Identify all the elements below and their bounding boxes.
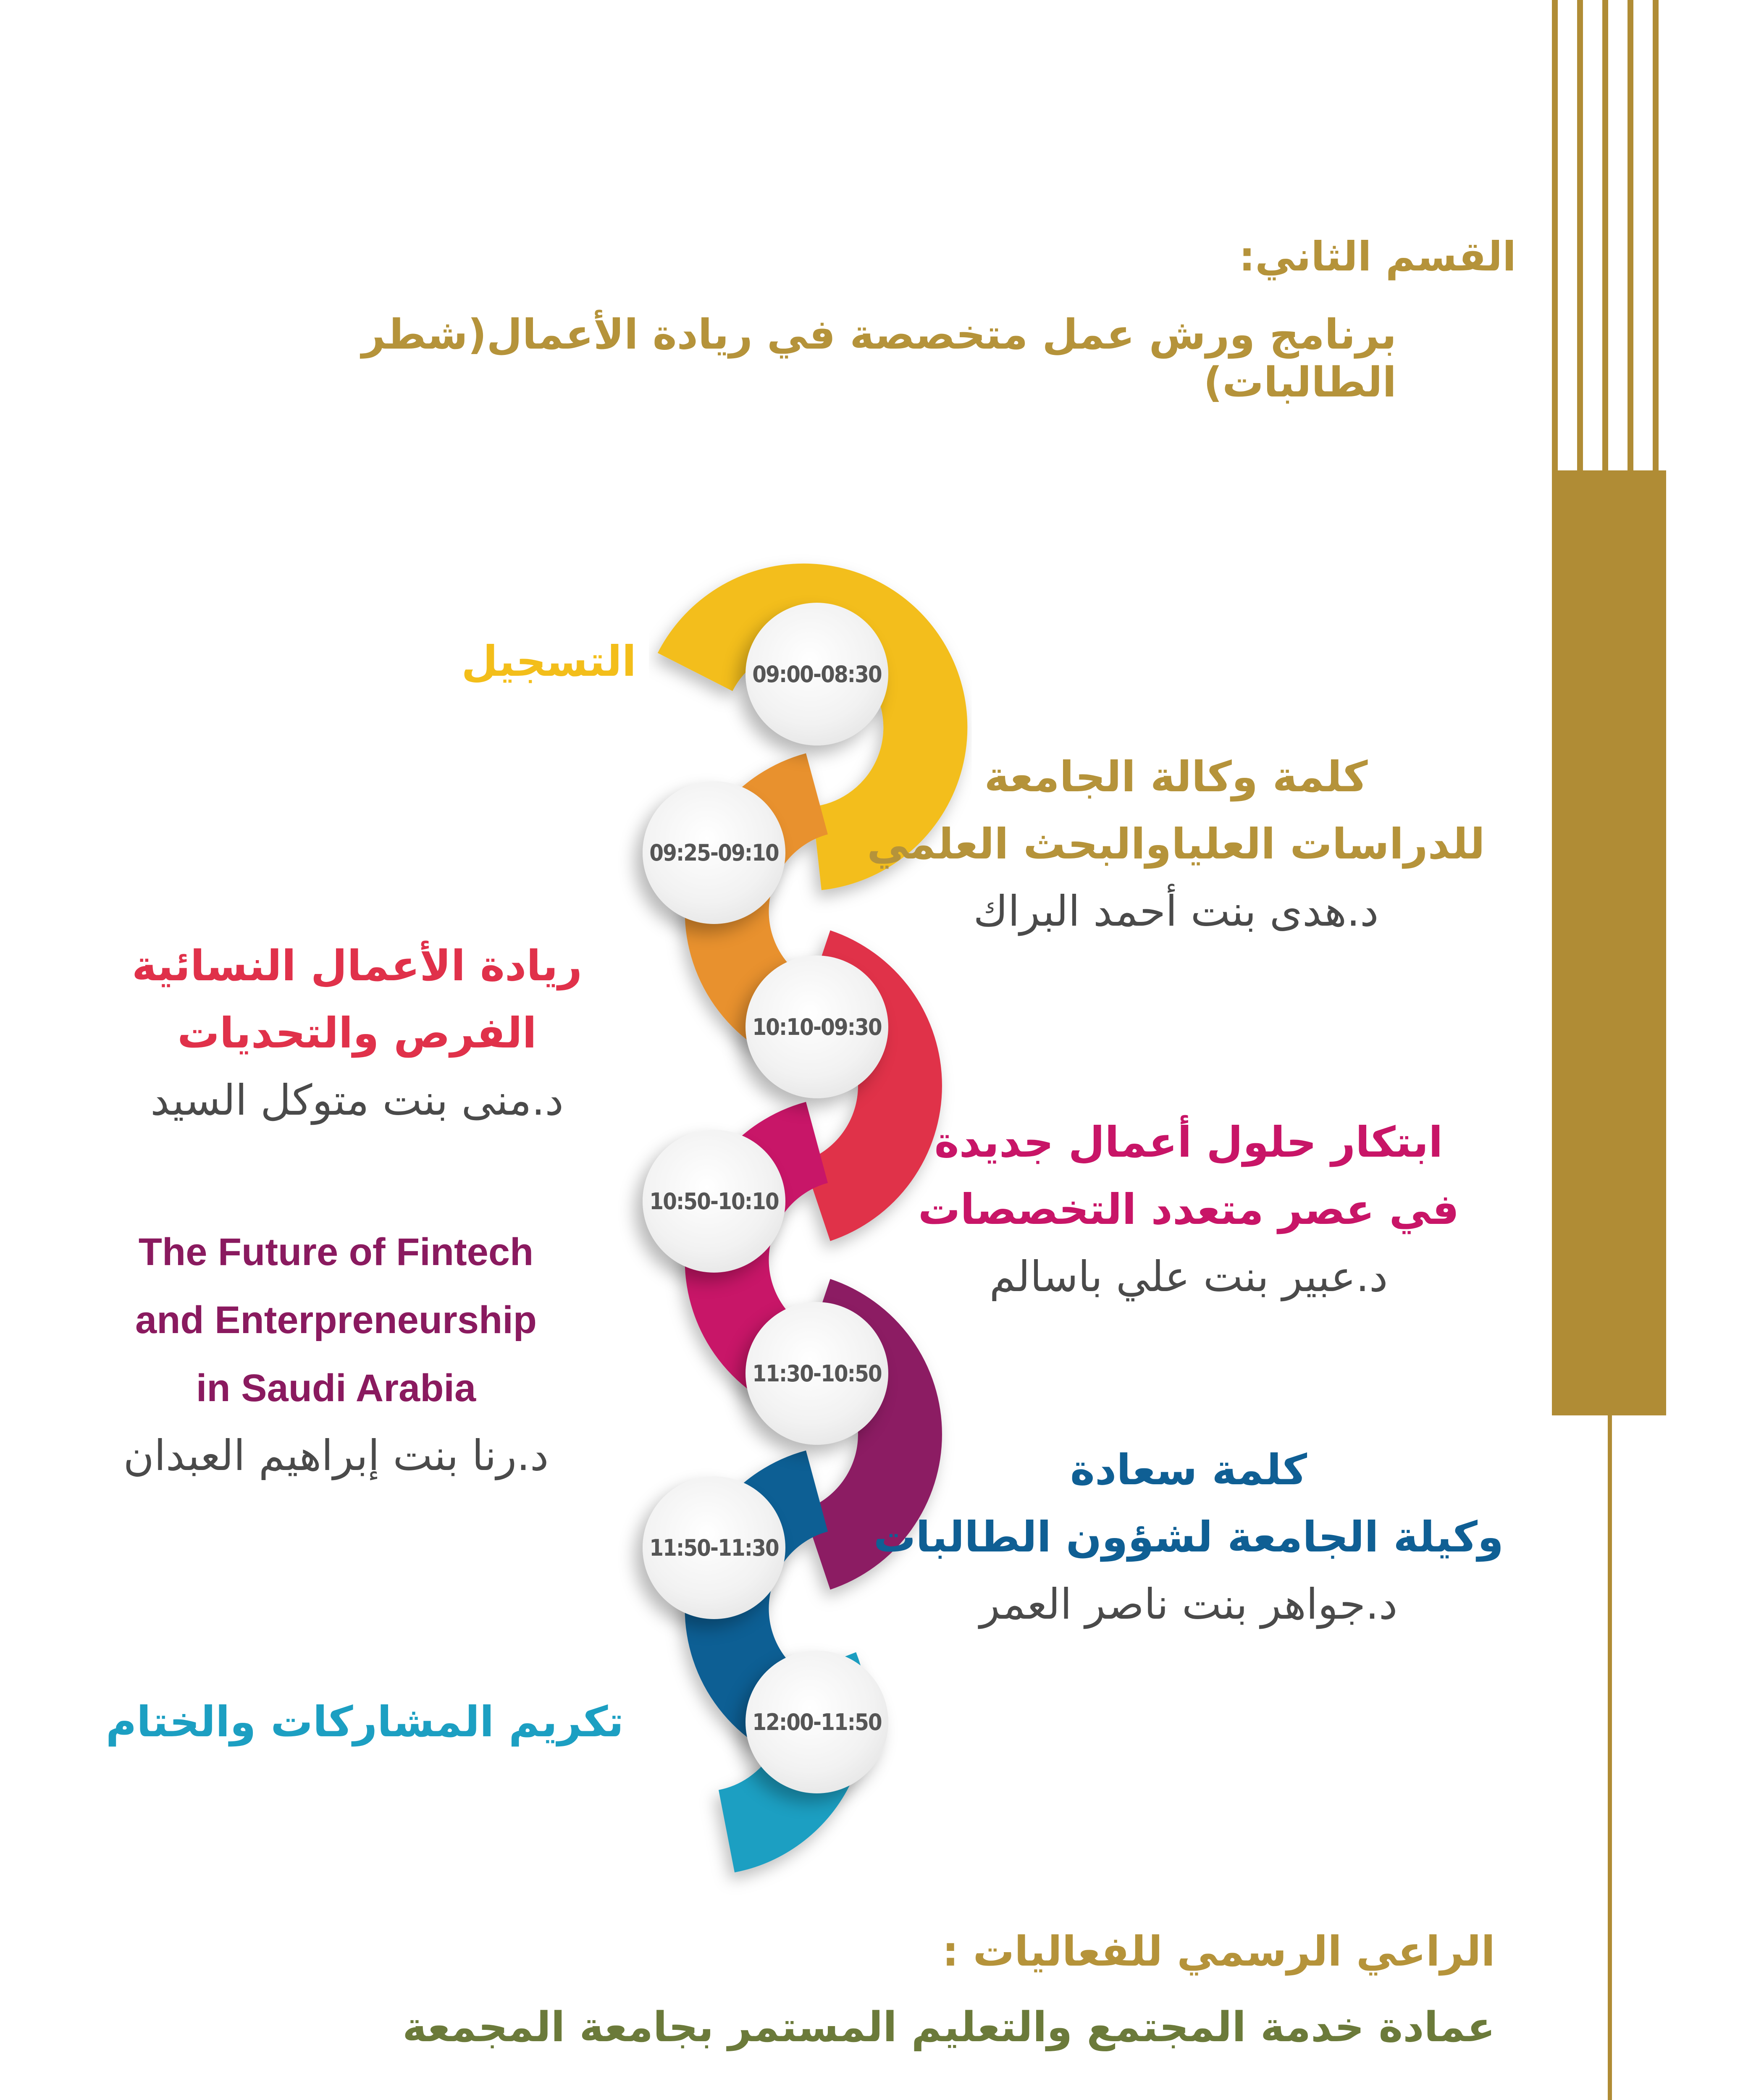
time-badge-6: 11:50-11:30 xyxy=(643,1476,785,1619)
agenda-item-7-title: تكريم المشاركات والختام xyxy=(105,1697,624,1746)
agenda-item-5-title-line-3: in Saudi Arabia xyxy=(196,1367,476,1410)
program-title: برنامج ورش عمل متخصصة في ريادة الأعمال(شطر الطالبات) xyxy=(361,311,1396,407)
agenda-item-6-speaker: د.جواهر بنت ناصر العمر xyxy=(979,1580,1398,1629)
agenda-item-1-title: التسجيل xyxy=(461,637,636,686)
time-badge-5: 11:30-10:50 xyxy=(746,1302,888,1445)
agenda-item-2-title-line-1: كلمة وكالة الجامعة xyxy=(984,752,1368,801)
agenda-item-6-title-line-2: وكيلة الجامعة لشؤون الطالبات xyxy=(873,1512,1504,1562)
agenda-item-2-speaker: د.هدى بنت أحمد البراك xyxy=(973,887,1379,936)
agenda-item-3 xyxy=(84,932,630,1134)
agenda-item-3-title-line-1: ريادة الأعمال النسائية xyxy=(131,941,583,990)
agenda-item-4-title-line-2: في عصر متعدد التخصصات xyxy=(918,1185,1460,1234)
agenda-item-3-title-line-2: الفرص والتحديات xyxy=(177,1008,537,1058)
agenda-item-6 xyxy=(853,1436,1525,1638)
agenda-item-5 xyxy=(84,1218,588,1489)
agenda-item-4-speaker: د.عبير بنت علي باسالم xyxy=(989,1252,1388,1301)
agenda-item-6-title-line-1: كلمة سعادة xyxy=(1070,1445,1307,1494)
agenda-item-4-title-line-1: ابتكار حلول أعمال جديدة xyxy=(934,1118,1443,1167)
agenda-item-5-speaker: د.رنا بنت إبراهيم العبدان xyxy=(123,1431,549,1480)
agenda-item-5-title-line-2: and Enterpreneurship xyxy=(135,1299,537,1341)
time-badge-3: 10:10-09:30 xyxy=(746,956,888,1098)
agenda-item-2 xyxy=(861,743,1491,945)
agenda-item-3-speaker: د.منى بنت متوكل السيد xyxy=(150,1076,564,1125)
agenda-item-5-title-line-1: The Future of Fintech xyxy=(138,1231,534,1273)
agenda-item-2-title-line-2: للدراسات العلياوالبحث العلمي xyxy=(867,819,1485,869)
sponsor-name: عمادة خدمة المجتمع والتعليم المستمر بجامعة المجمعة xyxy=(402,2003,1495,2051)
section-label: القسم الثاني: xyxy=(1239,233,1516,280)
time-badge-1: 09:00-08:30 xyxy=(746,603,888,746)
time-badge-7: 12:00-11:50 xyxy=(746,1651,888,1793)
time-badge-2: 09:25-09:10 xyxy=(643,781,785,924)
agenda-item-4 xyxy=(874,1109,1504,1310)
sponsor-label: الراعي الرسمي للفعاليات : xyxy=(942,1928,1495,1976)
time-badge-4: 10:50-10:10 xyxy=(643,1130,785,1273)
